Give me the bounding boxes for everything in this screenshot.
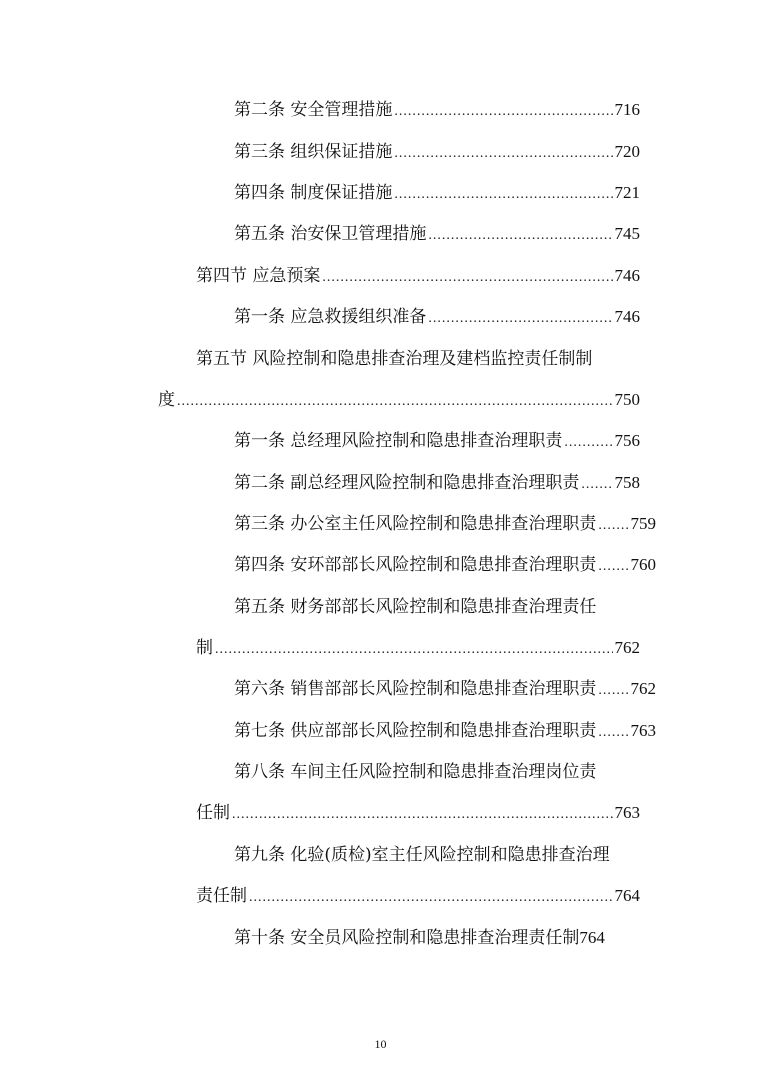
toc-entry-title: 任制	[196, 803, 230, 823]
toc-entry[interactable]	[234, 223, 640, 247]
toc-entry-title: 第五条 治安保卫管理措施	[234, 224, 427, 244]
toc-entry-title: 第一条 总经理风险控制和隐患排查治理职责	[234, 431, 563, 451]
leader-dots	[598, 515, 628, 537]
toc-entry-page: 763	[614, 803, 640, 822]
toc-entry-title: 第四条 安环部部长风险控制和隐患排查治理职责	[234, 555, 597, 575]
toc-entry-page: 750	[614, 390, 640, 409]
toc-entry-title: 第四条 制度保证措施	[234, 183, 393, 203]
toc-entry[interactable]	[234, 182, 640, 206]
toc-entry[interactable]	[196, 265, 640, 289]
toc-entry[interactable]	[234, 927, 640, 949]
toc-entry-title: 第三条 组织保证措施	[234, 142, 393, 162]
toc-entry-title: 制	[196, 638, 213, 658]
toc-entry-page: 746	[614, 307, 640, 326]
toc-entry-title: 第七条 供应部部长风险控制和隐患排查治理职责	[234, 721, 597, 741]
toc-entry-title: 第一条 应急救援组织准备	[234, 307, 427, 327]
toc-entry[interactable]	[196, 637, 640, 661]
toc-entry-title: 第四节 应急预案	[196, 266, 321, 286]
toc-entry[interactable]	[234, 720, 656, 744]
toc-entry-title: 第二条 安全管理措施	[234, 100, 393, 120]
leader-dots	[581, 474, 612, 496]
toc-entry-page: 716	[614, 100, 640, 119]
leader-dots	[598, 722, 628, 744]
toc-entry[interactable]	[234, 430, 640, 454]
toc-entry[interactable]	[234, 678, 656, 702]
toc-entry[interactable]	[234, 472, 640, 496]
leader-dots	[249, 887, 613, 909]
toc-entry-page: 763	[630, 721, 656, 740]
toc-entry[interactable]	[234, 554, 656, 578]
leader-dots	[564, 432, 612, 454]
toc-entry-title: 第二条 副总经理风险控制和隐患排查治理职责	[234, 473, 580, 493]
toc-entry-title: 责任制	[196, 886, 247, 906]
toc-entry-title: 度	[158, 390, 175, 410]
toc-entry[interactable]	[234, 99, 640, 123]
toc-entry-page: 764	[614, 886, 640, 905]
leader-dots	[215, 639, 613, 661]
toc-entry-page: 758	[614, 473, 640, 492]
toc-entry-title-wrapped[interactable]: 第九条 化验(质检)室主任风险控制和隐患排查治理	[234, 845, 610, 865]
toc-entry-title-wrapped[interactable]: 第五节 风险控制和隐患排查治理及建档监控责任制制	[196, 349, 593, 369]
leader-dots	[177, 391, 613, 413]
leader-dots	[394, 101, 612, 123]
toc-entry[interactable]	[234, 513, 656, 537]
leader-dots	[428, 308, 612, 330]
toc-entry[interactable]	[234, 141, 640, 165]
leader-dots	[598, 556, 628, 578]
toc-entry-title: 第三条 办公室主任风险控制和隐患排查治理职责	[234, 514, 597, 534]
leader-dots	[394, 143, 612, 165]
toc-entry-page: 762	[630, 679, 656, 698]
toc-entry-page: 746	[614, 266, 640, 285]
toc-entry[interactable]	[196, 802, 640, 826]
leader-dots	[322, 267, 612, 289]
leader-dots	[232, 804, 613, 826]
toc-entry[interactable]	[196, 885, 640, 909]
toc-entry-title-wrapped[interactable]: 第五条 财务部部长风险控制和隐患排查治理责任	[234, 597, 597, 617]
toc-entry-page: 759	[630, 514, 656, 533]
leader-dots	[394, 184, 612, 206]
toc-entry-title: 第十条 安全员风险控制和隐患排查治理责任制	[234, 928, 580, 948]
leader-dots	[598, 680, 628, 702]
page-number: 10	[374, 1037, 387, 1051]
leader-dots	[428, 225, 612, 247]
toc-entry-page: 760	[630, 555, 656, 574]
toc-entry[interactable]	[234, 306, 640, 330]
toc-entry-title: 第六条 销售部部长风险控制和隐患排查治理职责	[234, 679, 597, 699]
toc-entry-page: 720	[614, 142, 640, 161]
toc-entry[interactable]	[158, 389, 640, 413]
toc-entry-page: 745	[614, 224, 640, 243]
toc-entry-page: 762	[614, 638, 640, 657]
toc-entry-page: 756	[614, 431, 640, 450]
toc-entry-page: 721	[614, 183, 640, 202]
toc-entry-page: 764	[579, 928, 605, 947]
toc-entry-title-wrapped[interactable]: 第八条 车间主任风险控制和隐患排查治理岗位责	[234, 762, 597, 782]
